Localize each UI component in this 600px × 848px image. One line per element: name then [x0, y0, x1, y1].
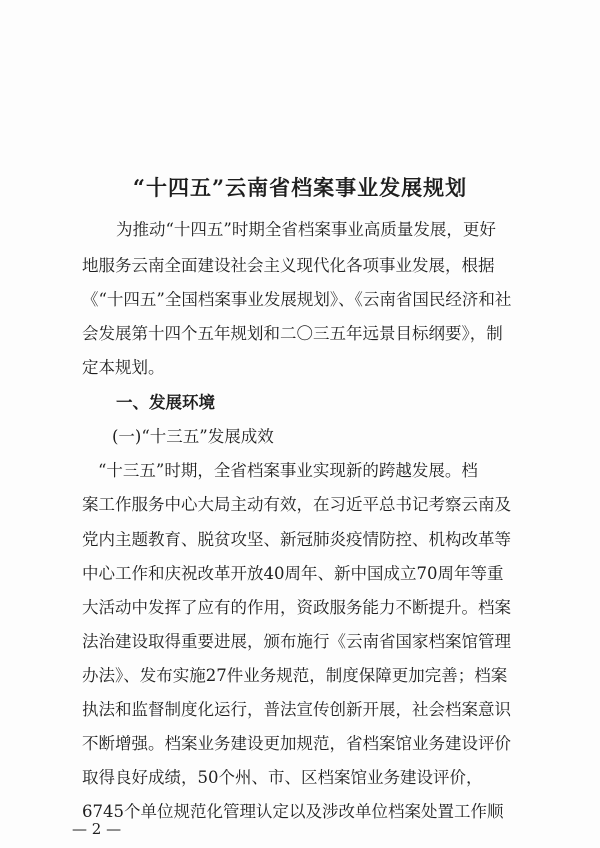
paragraph-line: 不断增强。档案业务建设更加规范，省档案馆业务建设评价 [82, 734, 511, 753]
paragraph-line: 地服务云南全面建设社会主义现代化各项事业发展，根据 [82, 256, 495, 275]
paragraph-line: 案工作服务中心大局主动有效，在习近平总书记考察云南及 [82, 495, 511, 514]
paragraph-line: 党内主题教育、脱贫攻坚、新冠肺炎疫情防控、机构改革等 [82, 530, 511, 549]
paragraph-line: 定本规划。 [82, 358, 165, 377]
paragraph-line: 6745个单位规范化管理认定以及涉改单位档案处置工作顺 [82, 802, 504, 821]
paragraph-line: 中心工作和庆祝改革开放40周年、新中国成立70周年等重 [82, 564, 504, 583]
paragraph-line: 办法》、发布实施27件业务规范，制度保障更加完善；档案 [82, 666, 508, 685]
paragraph-line: 取得良好成绩，50个州、市、区档案馆业务建设评价， [82, 768, 483, 787]
paragraph-line: 会发展第十四个五年规划和二〇三五年远景目标纲要》，制 [82, 324, 503, 343]
subsection-heading: (一)“十三五”发展成效 [112, 427, 274, 446]
paragraph-line: 法治建设取得重要进展，颁布施行《云南省国家档案馆管理 [82, 632, 511, 651]
paragraph-line: 为推动“十四五”时期全省档案事业高质量发展，更好 [116, 220, 496, 239]
paragraph-line: 大活动中发挥了应有的作用，资政服务能力不断提升。档案 [82, 598, 511, 617]
paragraph-line: 执法和监督制度化运行，普法宣传创新开展，社会档案意识 [82, 700, 511, 719]
paragraph-line: 《“十四五”全国档案事业发展规划》、《云南省国民经济和社 [82, 290, 512, 309]
page-number: — 2 — [72, 820, 122, 838]
section-heading: 一、发展环境 [116, 393, 215, 412]
paragraph-line: “十三五”时期，全省档案事业实现新的跨越发展。档 [98, 461, 478, 480]
document-title: “十四五”云南省档案事业发展规划 [132, 175, 468, 200]
